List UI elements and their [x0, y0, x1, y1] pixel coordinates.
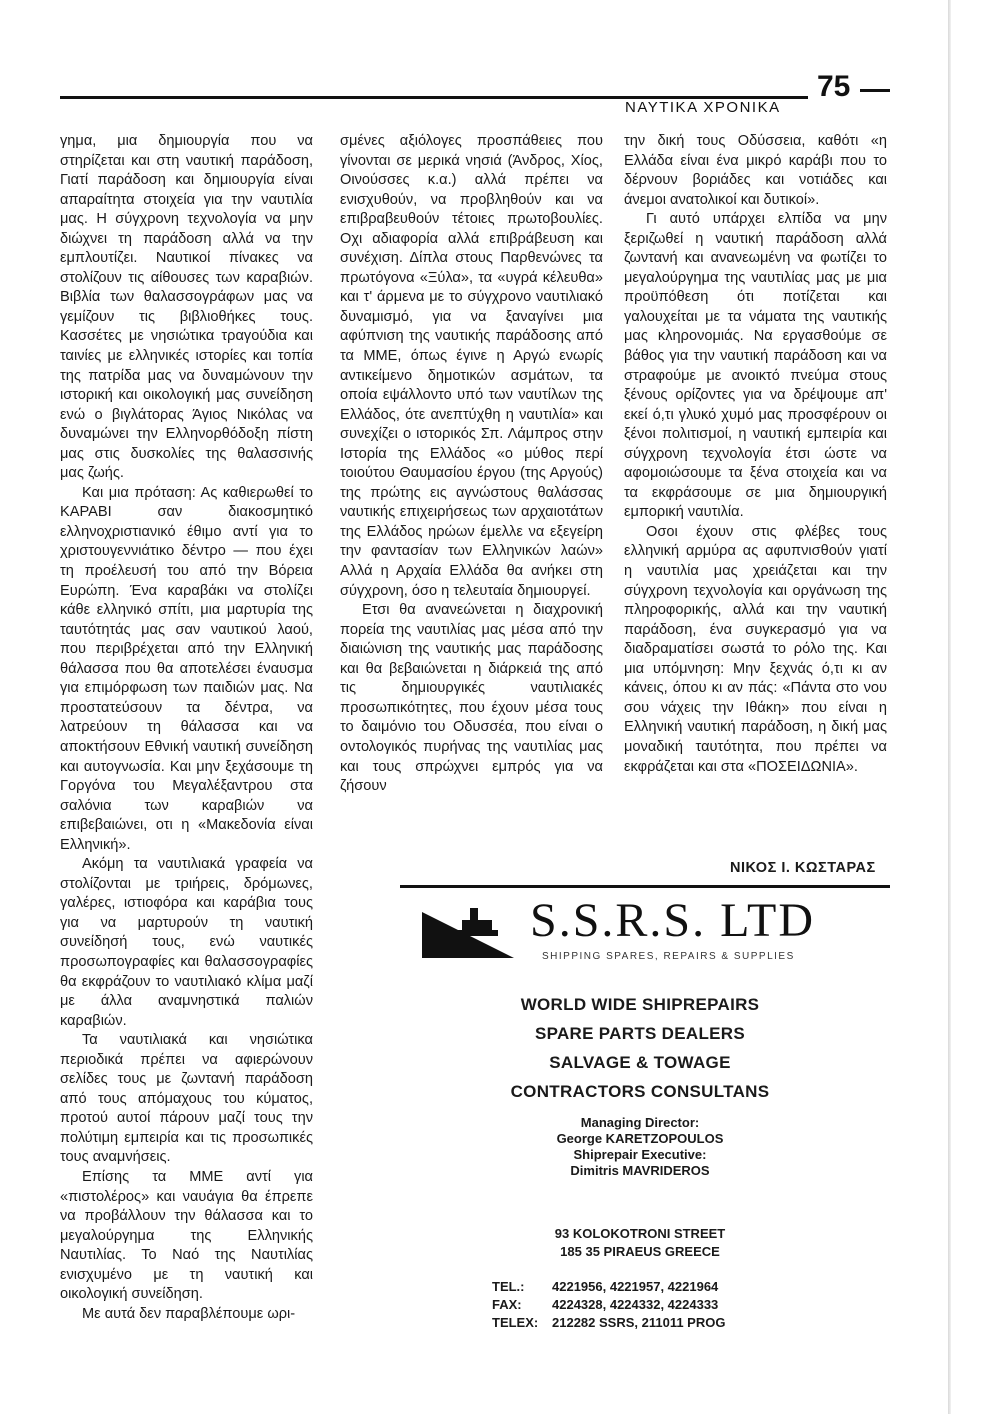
service-item: SALVAGE & TOWAGE [549, 1053, 731, 1072]
page-number-dash [860, 89, 890, 92]
service-item: SPARE PARTS DEALERS [534, 1024, 746, 1043]
paragraph: Τα ναυτιλιακά και νησιώτικα περιοδικά πρέπει να αφιερώνουν σελίδες τους με ζωντανή παράδοση από τους απόμαχους του κύματος, προτού αυτοί πάρουν μαζί τους την πολύτιμη εμπειρία και τις προσωπικές τους αναμνήσεις. [60, 1032, 313, 1166]
author-signature: ΝΙΚΟΣ Ι. ΚΩΣΤΑΡΑΣ [730, 860, 876, 876]
contact-label: FAX: [492, 1297, 522, 1312]
contact-row [492, 1278, 725, 1296]
contact-people [400, 1115, 880, 1179]
paragraph: Επίσης τα ΜΜΕ αντί για «πιστολέρος» και ναυάγια θα έπρεπε να προβάλλουν την θάλασσα και το μεγαλούργημα της Ελληνικής Ναυτιλίας. Το Ναό της Ναυτιλίας ενισχυμένο με τη ναυτική και οικολογική συνείδηση. [60, 1168, 313, 1303]
person-name: Dimitris MAVRIDEROS [570, 1163, 710, 1178]
ship-icon [418, 900, 518, 960]
service-item: WORLD WIDE SHIPREPAIRS [520, 995, 760, 1014]
paragraph: Με αυτά δεν παραβλέπουμε ωρι- [82, 1305, 296, 1322]
contact-row [492, 1314, 725, 1332]
paragraph: Ετσι θα ανανεώνεται η διαχρονική πορεία της ναυτιλίας μας μέσα από την διαιώνιση της ναυτικής μας παράδοσης και θα βεβαιώνεται η διάρκειά της από τις δημιουργικές ναυτιλιακές προσωπικότητες, που έχουν μέσα τους το δαιμόνιο του Οδυσσέα, που είναι ο οντολογικός πυρήνας της ναυτιλίας μας και τους σπρώχνει εμπρός για να ζήσουν [340, 602, 603, 795]
page-number: 75 [817, 70, 851, 103]
page-edge-shadow [948, 0, 951, 1414]
contact-value: 4221956, 4221957, 4221964 [552, 1279, 719, 1294]
article-column-3 [624, 132, 887, 777]
ad-top-rule [400, 885, 890, 888]
address-line: 185 35 PIRAEUS GREECE [560, 1244, 720, 1259]
company-name: S.S.R.S. LTD [530, 894, 815, 947]
contact-row [492, 1296, 725, 1314]
article-column-2 [340, 132, 603, 797]
contact-value: 212282 SSRS, 211011 PROG [552, 1315, 726, 1330]
address [400, 1225, 880, 1261]
person-name: George KARETZOPOULOS [556, 1131, 724, 1146]
contact-label: TEL.: [492, 1279, 525, 1294]
role-label: Managing Director: [580, 1115, 700, 1130]
magazine-title: ΝΑΥΤΙΚΑ ΧΡΟΝΙΚΑ [625, 99, 781, 116]
paragraph: γημα, μια δημιουργία που να στηρίζεται και στη ναυτική παράδοση, Γιατί παράδοση και δημιουργία είναι απαραίτητα στοιχεία για την ναυτιλία μας. Η σύγχρονη τεχνολογία να μην διώχνει τη παράδοση αλλά να την εμπλουτίζει. Ναυτικοί πίνακες να στολίζουν τις αίθουσες των καραβιών. Βιβλία των θαλασσογράφων μας να γεμίζουν τις βιβλιοθήκες τους. Κασσέτες με νησιώτικα τραγούδια και ταινίες με ελληνικές ιστορίες και τοπία της πατρίδα μας να δυναμώνουν την ιστορική και οικολογική μας συνείδηση ενώ ο βιγλάτορας Άγιος Νικόλας να δυναμώνει την Ελληνορθόδοξη πίστη μας στις δυσκολίες της θαλασσινής μας ζωής. [60, 133, 313, 482]
paragraph: Ακόμη τα ναυτιλιακά γραφεία να στολίζονται με τριήρεις, δρόμωνες, γαλέρες, ιστιοφόρα και καράβια τους για να μαρτυρούν τη ναυτική συνείδησή τους, ενώ ναυτικές προσωπογραφίες και θαλασσογραφίες θα εκφράζουν το ναυτιλιακό κλίμα μαζί με άλλα αναμνηστικά παλιών καραβιών. [60, 856, 313, 1029]
article-column-1 [60, 132, 313, 1324]
advertisement [400, 885, 900, 1355]
company-tagline: SHIPPING SPARES, REPAIRS & SUPPLIES [542, 951, 795, 962]
paragraph: σμένες αξιόλογες προσπάθειες που γίνονται σε μερικά νησιά (Άνδρος, Χίος, Οινούσσες κ.α.) αλλά πρέπει να ενισχυθούν, να προβληθούν και να επιβραβευθούν τέτοιες πρωτοβουλίες. Οχι αδιαφορία αλλά επιβράβευση και συνέχιση. Δίπλα στους Παρθενώνες τα πρωτόγονα «Ξύλα», τα «υγρά κέλευθα» και τ' άρμενα με το σύγχρονο ναυτιλιακό δυναμισμό, για να ξαναγίνει μια αφύπνιση της ναυτικής παράδοσης από τα ΜΜΕ, όπως έγινε η Αργώ ενωρίς αντικείμενο δημοτικών ασμάτων, τα οποία εψάλλοντο υπό των ναυτίλων της Ελλάδος, ότε ανεπτύχθη η ναυτιλία» και συνεχίζει ο ιστορικός Σπ. Λάμπρος στην Ιστορία της Ελλάδος «ο μύθος περί τοιούτου Θαυμασίου έργου (της Αργούς) της πρώτης εις αγνώστους θαλάσσας ναυτικής επιχειρήσεως των αρχαιοτάτων της Ελλάδος ηρώων έμελλε να εξεγείρη την φαντασίαν των Ελληνικών λαών» Αλλά η Αρχαία Ελλάδα θα ανήκει στη σύγχρονη, όσο η τελευταία δημιουργεί. [340, 133, 603, 599]
services-list [400, 990, 880, 1106]
address-line: 93 KOLOKOTRONI STREET [554, 1226, 726, 1241]
paragraph: Και μια πρόταση: Ας καθιερωθεί το ΚΑΡΑΒΙ σαν διακοσμητικό ελληνοχριστιανικό έθιμο αντί για το χριστουγεννιάτικο δέντρο — που έχει τη προέλευσή του από την Βόρεια Ευρώπη. Ένα καραβάκι να στολίζει κάθε ελληνικό σπίτι, μια μαρτυρία της ταυτότητάς μας σαν ναυτικού λαού, που περιβρέχεται από την Ελληνική θάλασσα που θα αποτελέσει έναυσμα για επιμόρφωση των παιδιών μας. Να προστατεύσουν τα δέντρα, να λατρεύουν τη θάλασσα και να αποκτήσουν Εθνική ναυτική συνείδηση και αυτογνωσία. Και μην ξεχάσουμε τη Γοργόνα του Μεγαλέξαντρου στα σαλόνια των καραβιών να επιβεβαιώνει, οτι η «Μακεδονία είναι Ελληνική». [60, 484, 313, 853]
service-item: CONTRACTORS CONSULTANS [510, 1082, 770, 1101]
contact-numbers [492, 1278, 725, 1332]
paragraph: Οσοι έχουν στις φλέβες τους ελληνική αρμύρα ας αφυπνισθούν γιατί η ναυτιλία μας χρειάζεται και την σύγχρονη τεχνολογία και οργάνωση της πληροφορικής, αλλά και την ναυτική παράδοση, ένα συγκερασμό για να διαδραματίσει σωστά το ρόλο της. Και μια υπόμνηση: Μην ξεχνάς ό,τι κι αν κάνεις, όπου κι αν πάς: «Πάντα στο νου σου νάχεις την Ιθάκη» που είναι η Ελληνική ναυτική παράδοση, η δική μας μοναδική ταυτότητα, που πρέπει να εκφράζεται και στα «ΠΟΣΕΙΔΩΝΙΑ». [624, 523, 887, 775]
contact-label: TELEX: [492, 1315, 539, 1330]
paragraph: την δική τους Οδύσσεια, καθότι «η Ελλάδα είναι ένα μικρό καράβι που το δέρνουν βοριάδες και νοτιάδες και άνεμοι ανατολικοί και δυτικοί». [624, 133, 887, 208]
paragraph: Γι αυτό υπάρχει ελπίδα να μην ξεριζωθεί η ναυτική παράδοση αλλά ζωντανή και ανανεωμένη να φωτίζει το μεγαλούργημα της ναυτιλίας μας με μια προϋπόθεση ότι ποτίζεται και γαλουχείται με τα νάματα της ναυτικής μας κληρονομιάς. Να εργασθούμε σε βάθος για την ναυτική παράδοση και να στραφούμε με ανοικτό πνεύμα στους ξένους ορίζοντες για να δρέψουμε απ' εκεί ό,τι γλυκό χυμό μας προσφέρουν οι ξένοι πολιτισμοί, η ναυτική εμπειρία και σύγχρονη τεχνολογία έτσι ώστε να αφομοιώσουμε τα ξένα στοιχεία και να τα εκφράσουμε σε μια δημιουργική εμπορική ναυτιλία. [624, 211, 887, 521]
contact-value: 4224328, 4224332, 4224333 [552, 1297, 719, 1312]
role-label: Shiprepair Executive: [573, 1147, 707, 1162]
